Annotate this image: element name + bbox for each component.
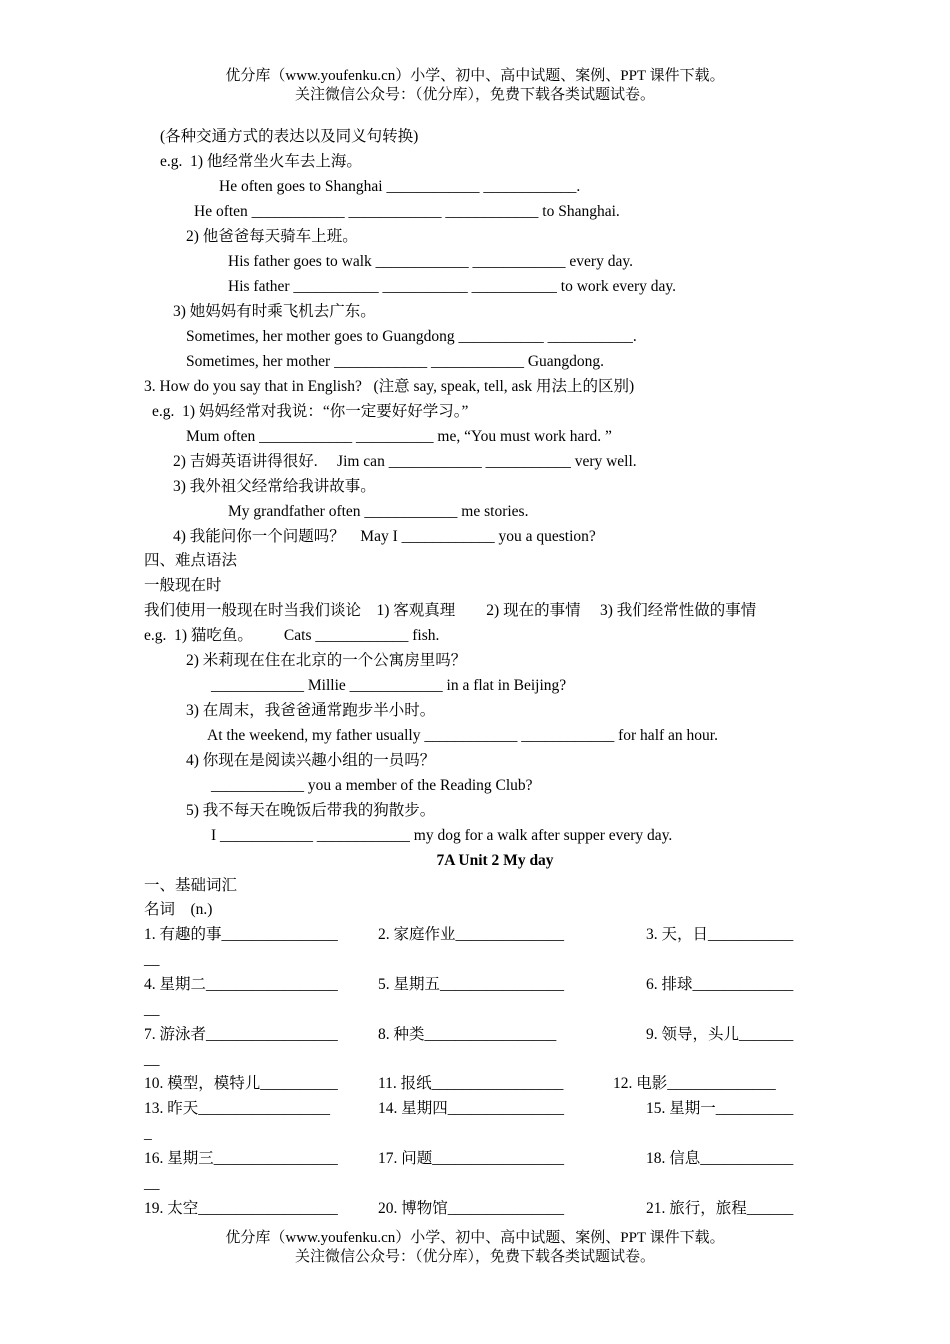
say-q2: 2) 吉姆英语讲得很好. Jim can ____________ ___________ very well.	[173, 453, 637, 470]
grammar-q4-english: ____________ you a member of the Reading Club?	[211, 777, 533, 794]
vocab-item: 12. 电影______________	[613, 1075, 776, 1092]
vocab-item: 11. 报纸_________________	[378, 1075, 564, 1092]
vocab-item: 17. 问题_________________	[378, 1150, 565, 1167]
vocab-item: 18. 信息____________	[646, 1150, 794, 1167]
vocab-item: 15. 星期一__________	[646, 1100, 794, 1117]
unit-section-heading: 一、基础词汇	[144, 877, 238, 894]
header-line-1: 优分库（www.youfenku.cn）小学、初中、高中试题、案例、PPT 课件下载。	[225, 68, 725, 84]
vocab-item: 8. 种类_________________	[378, 1026, 557, 1043]
transport-q2-sentence-a: His father goes to walk ____________ ____________ every day.	[228, 253, 633, 270]
grammar-q3-english: At the weekend, my father usually ____________ ____________ for half an hour.	[207, 727, 718, 744]
grammar-q2-english: ____________ Millie ____________ in a flat in Beijing?	[211, 677, 567, 694]
grammar-q5-chinese: 5) 我不每天在晚饭后带我的狗散步。	[186, 802, 436, 819]
vocab-item: 10. 模型，模特儿__________	[144, 1075, 338, 1092]
vocab-item: 9. 领导，头儿_______	[646, 1026, 794, 1043]
transport-q2-chinese: 2) 他爸爸每天骑车上班。	[186, 228, 358, 245]
transport-q3-sentence-b: Sometimes, her mother ____________ ____________ Guangdong.	[186, 353, 605, 370]
header-line-2: 关注微信公众号：（优分库），免费下载各类试题试卷。	[294, 87, 655, 103]
vocab-item: 2. 家庭作业______________	[378, 926, 565, 943]
vocab-item: 6. 排球_____________	[646, 976, 794, 993]
grammar-topic: 一般现在时	[144, 577, 222, 594]
transport-q1-sentence-a: He often goes to Shanghai ____________ ____________.	[219, 178, 581, 195]
transport-q1-sentence-b: He often ____________ ____________ ____________ to Shanghai.	[194, 203, 620, 220]
transport-q2-sentence-b: His father ___________ ___________ ___________ to work every day.	[228, 278, 677, 295]
say-q3-chinese: 3) 我外祖父经常给我讲故事。	[173, 478, 376, 495]
vocab-item: 16. 星期三________________	[144, 1150, 338, 1167]
vocab-item: 21. 旅行，旅程______	[646, 1200, 794, 1217]
grammar-q2-chinese: 2) 米莉现在住在北京的一个公寓房里吗？	[186, 652, 467, 669]
vocab-item-wrap: __	[144, 1001, 160, 1018]
vocab-item: 5. 星期五________________	[378, 976, 565, 993]
say-q1-chinese: e.g. 1) 妈妈经常对我说：“你一定要好好学习。”	[152, 403, 469, 420]
transport-q3-chinese: 3) 她妈妈有时乘飞机去广东。	[173, 303, 376, 320]
grammar-q3-chinese: 3) 在周末，我爸爸通常跑步半小时。	[186, 702, 436, 719]
vocab-item-wrap: _	[144, 1125, 152, 1142]
grammar-q4-chinese: 4) 你现在是阅读兴趣小组的一员吗？	[186, 752, 436, 769]
vocab-item: 7. 游泳者_________________	[144, 1026, 338, 1043]
footer-line-2: 关注微信公众号：（优分库），免费下载各类试题试卷。	[294, 1249, 655, 1265]
grammar-q5-english: I ____________ ____________ my dog for a walk after supper every day.	[211, 827, 673, 844]
grammar-heading: 四、难点语法	[144, 552, 238, 569]
vocab-item: 19. 太空__________________	[144, 1200, 338, 1217]
vocab-item-wrap: __	[144, 951, 160, 968]
transport-q1-chinese: e.g. 1) 他经常坐火车去上海。	[160, 153, 362, 170]
grammar-q1: e.g. 1) 猫吃鱼。 Cats ____________ fish.	[144, 627, 440, 644]
noun-category: 名词 (n.)	[144, 901, 213, 918]
grammar-usage: 我们使用一般现在时当我们谈论 1) 客观真理 2) 现在的事情 3) 我们经常性做的事情	[144, 602, 757, 619]
vocab-item-wrap: __	[144, 1175, 160, 1192]
unit-title: 7A Unit 2 My day	[436, 852, 554, 869]
vocab-item: 14. 星期四_______________	[378, 1100, 565, 1117]
footer-line-1: 优分库（www.youfenku.cn）小学、初中、高中试题、案例、PPT 课件下载。	[225, 1230, 725, 1246]
transport-intro: (各种交通方式的表达以及同义句转换)	[160, 128, 419, 145]
say-heading: 3. How do you say that in English? (注意 say, speak, tell, ask 用法上的区别)	[144, 378, 635, 395]
say-q4: 4) 我能问你一个问题吗？ May I ____________ you a question?	[173, 528, 596, 545]
say-q3-english: My grandfather often ____________ me stories.	[228, 503, 529, 520]
vocab-item: 13. 昨天_________________	[144, 1100, 331, 1117]
vocab-item: 20. 博物馆_______________	[378, 1200, 565, 1217]
vocab-item: 1. 有趣的事_______________	[144, 926, 338, 943]
say-q1-english: Mum often ____________ __________ me, “You must work hard. ”	[186, 428, 612, 445]
transport-q3-sentence-a: Sometimes, her mother goes to Guangdong ___________ ___________.	[186, 328, 637, 345]
vocab-item: 3. 天，日___________	[646, 926, 794, 943]
vocab-item: 4. 星期二_________________	[144, 976, 338, 993]
vocab-item-wrap: __	[144, 1051, 160, 1068]
